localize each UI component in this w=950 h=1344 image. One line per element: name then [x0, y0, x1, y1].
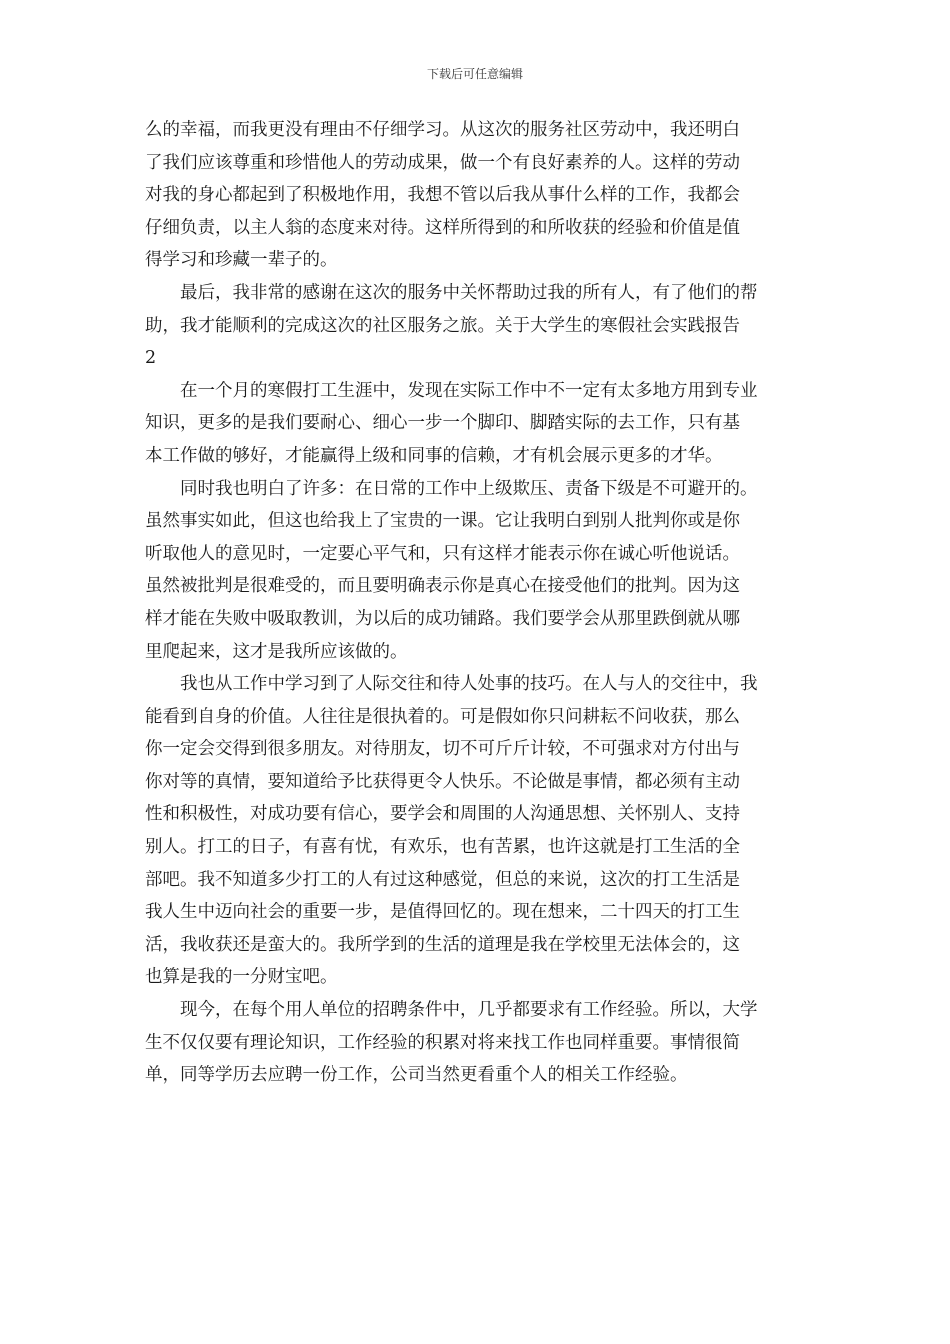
text-line: 同时我也明白了许多：在日常的工作中上级欺压、责备下级是不可避开的。 — [145, 478, 758, 499]
text-line: 仔细负责，以主人翁的态度来对待。这样所得到的和所收获的经验和价值是值 — [145, 217, 740, 238]
text-line: 虽然被批判是很难受的，而且要明确表示你是真心在接受他们的批判。因为这 — [145, 576, 740, 597]
text-line: 性和积极性，对成功要有信心，要学会和周围的人沟通思想、关怀别人、支持 — [145, 804, 740, 825]
text-line: 单，同等学历去应聘一份工作，公司当然更看重个人的相关工作经验。 — [145, 1065, 688, 1086]
text-line: 听取他人的意见时，一定要心平气和，只有这样才能表示你在诚心听他说话。 — [145, 543, 740, 564]
text-line: 本工作做的够好，才能赢得上级和同事的信赖，才有机会展示更多的才华。 — [145, 445, 723, 466]
text-line: 能看到自身的价值。人往往是很执着的。可是假如你只问耕耘不问收获，那么 — [145, 706, 740, 727]
text-line: 部吧。我不知道多少打工的人有过这种感觉，但总的来说，这次的打工生活是 — [145, 869, 740, 890]
text-line: 最后，我非常的感谢在这次的服务中关怀帮助过我的所有人，有了他们的帮 — [145, 282, 758, 303]
text-line: 我人生中迈向社会的重要一步，是值得回忆的。现在想来，二十四天的打工生 — [145, 902, 740, 923]
text-line: 我也从工作中学习到了人际交往和待人处事的技巧。在人与人的交往中，我 — [145, 674, 758, 695]
text-line: 在一个月的寒假打工生涯中，发现在实际工作中不一定有太多地方用到专业 — [145, 380, 758, 401]
text-line: 了我们应该尊重和珍惜他人的劳动成果，做一个有良好素养的人。这样的劳动 — [145, 152, 740, 173]
text-line: 活，我收获还是蛮大的。我所学到的生活的道理是我在学校里无法体会的，这 — [145, 934, 740, 955]
text-line: 得学习和珍藏一辈子的。 — [145, 250, 338, 271]
text-line: 现今，在每个用人单位的招聘条件中，几乎都要求有工作经验。所以，大学 — [145, 1000, 758, 1021]
text-line: 助，我才能顺利的完成这次的社区服务之旅。关于大学生的寒假社会实践报告 — [145, 315, 740, 336]
text-line: 虽然事实如此，但这也给我上了宝贵的一课。它让我明白到别人批判你或是你 — [145, 511, 740, 532]
text-line: 知识，更多的是我们要耐心、细心一步一个脚印、脚踏实际的去工作，只有基 — [145, 413, 740, 434]
page-header: 下载后可任意编辑 — [426, 67, 523, 81]
text-line: 生不仅仅要有理论知识，工作经验的积累对将来找工作也同样重要。事情很简 — [145, 1032, 740, 1053]
text-line: 里爬起来，这才是我所应该做的。 — [145, 641, 408, 662]
text-line: 也算是我的一分财宝吧。 — [145, 967, 338, 988]
text-line: 对我的身心都起到了积极地作用，我想不管以后我从事什么样的工作，我都会 — [145, 185, 740, 206]
text-line: 样才能在失败中吸取教训，为以后的成功铺路。我们要学会从那里跌倒就从哪 — [145, 608, 740, 629]
text-line: 你一定会交得到很多朋友。对待朋友，切不可斤斤计较，不可强求对方付出与 — [145, 739, 740, 760]
text-line: 你对等的真情，要知道给予比获得更令人快乐。不论做是事情，都必须有主动 — [145, 771, 740, 792]
body-text — [145, 114, 809, 1092]
text-line: 么的幸福，而我更没有理由不仔细学习。从这次的服务社区劳动中，我还明白 — [145, 120, 740, 140]
text-line: 别人。打工的日子，有喜有忧，有欢乐，也有苦累，也许这就是打工生活的全 — [145, 837, 740, 858]
text-line: 2 — [145, 348, 157, 369]
